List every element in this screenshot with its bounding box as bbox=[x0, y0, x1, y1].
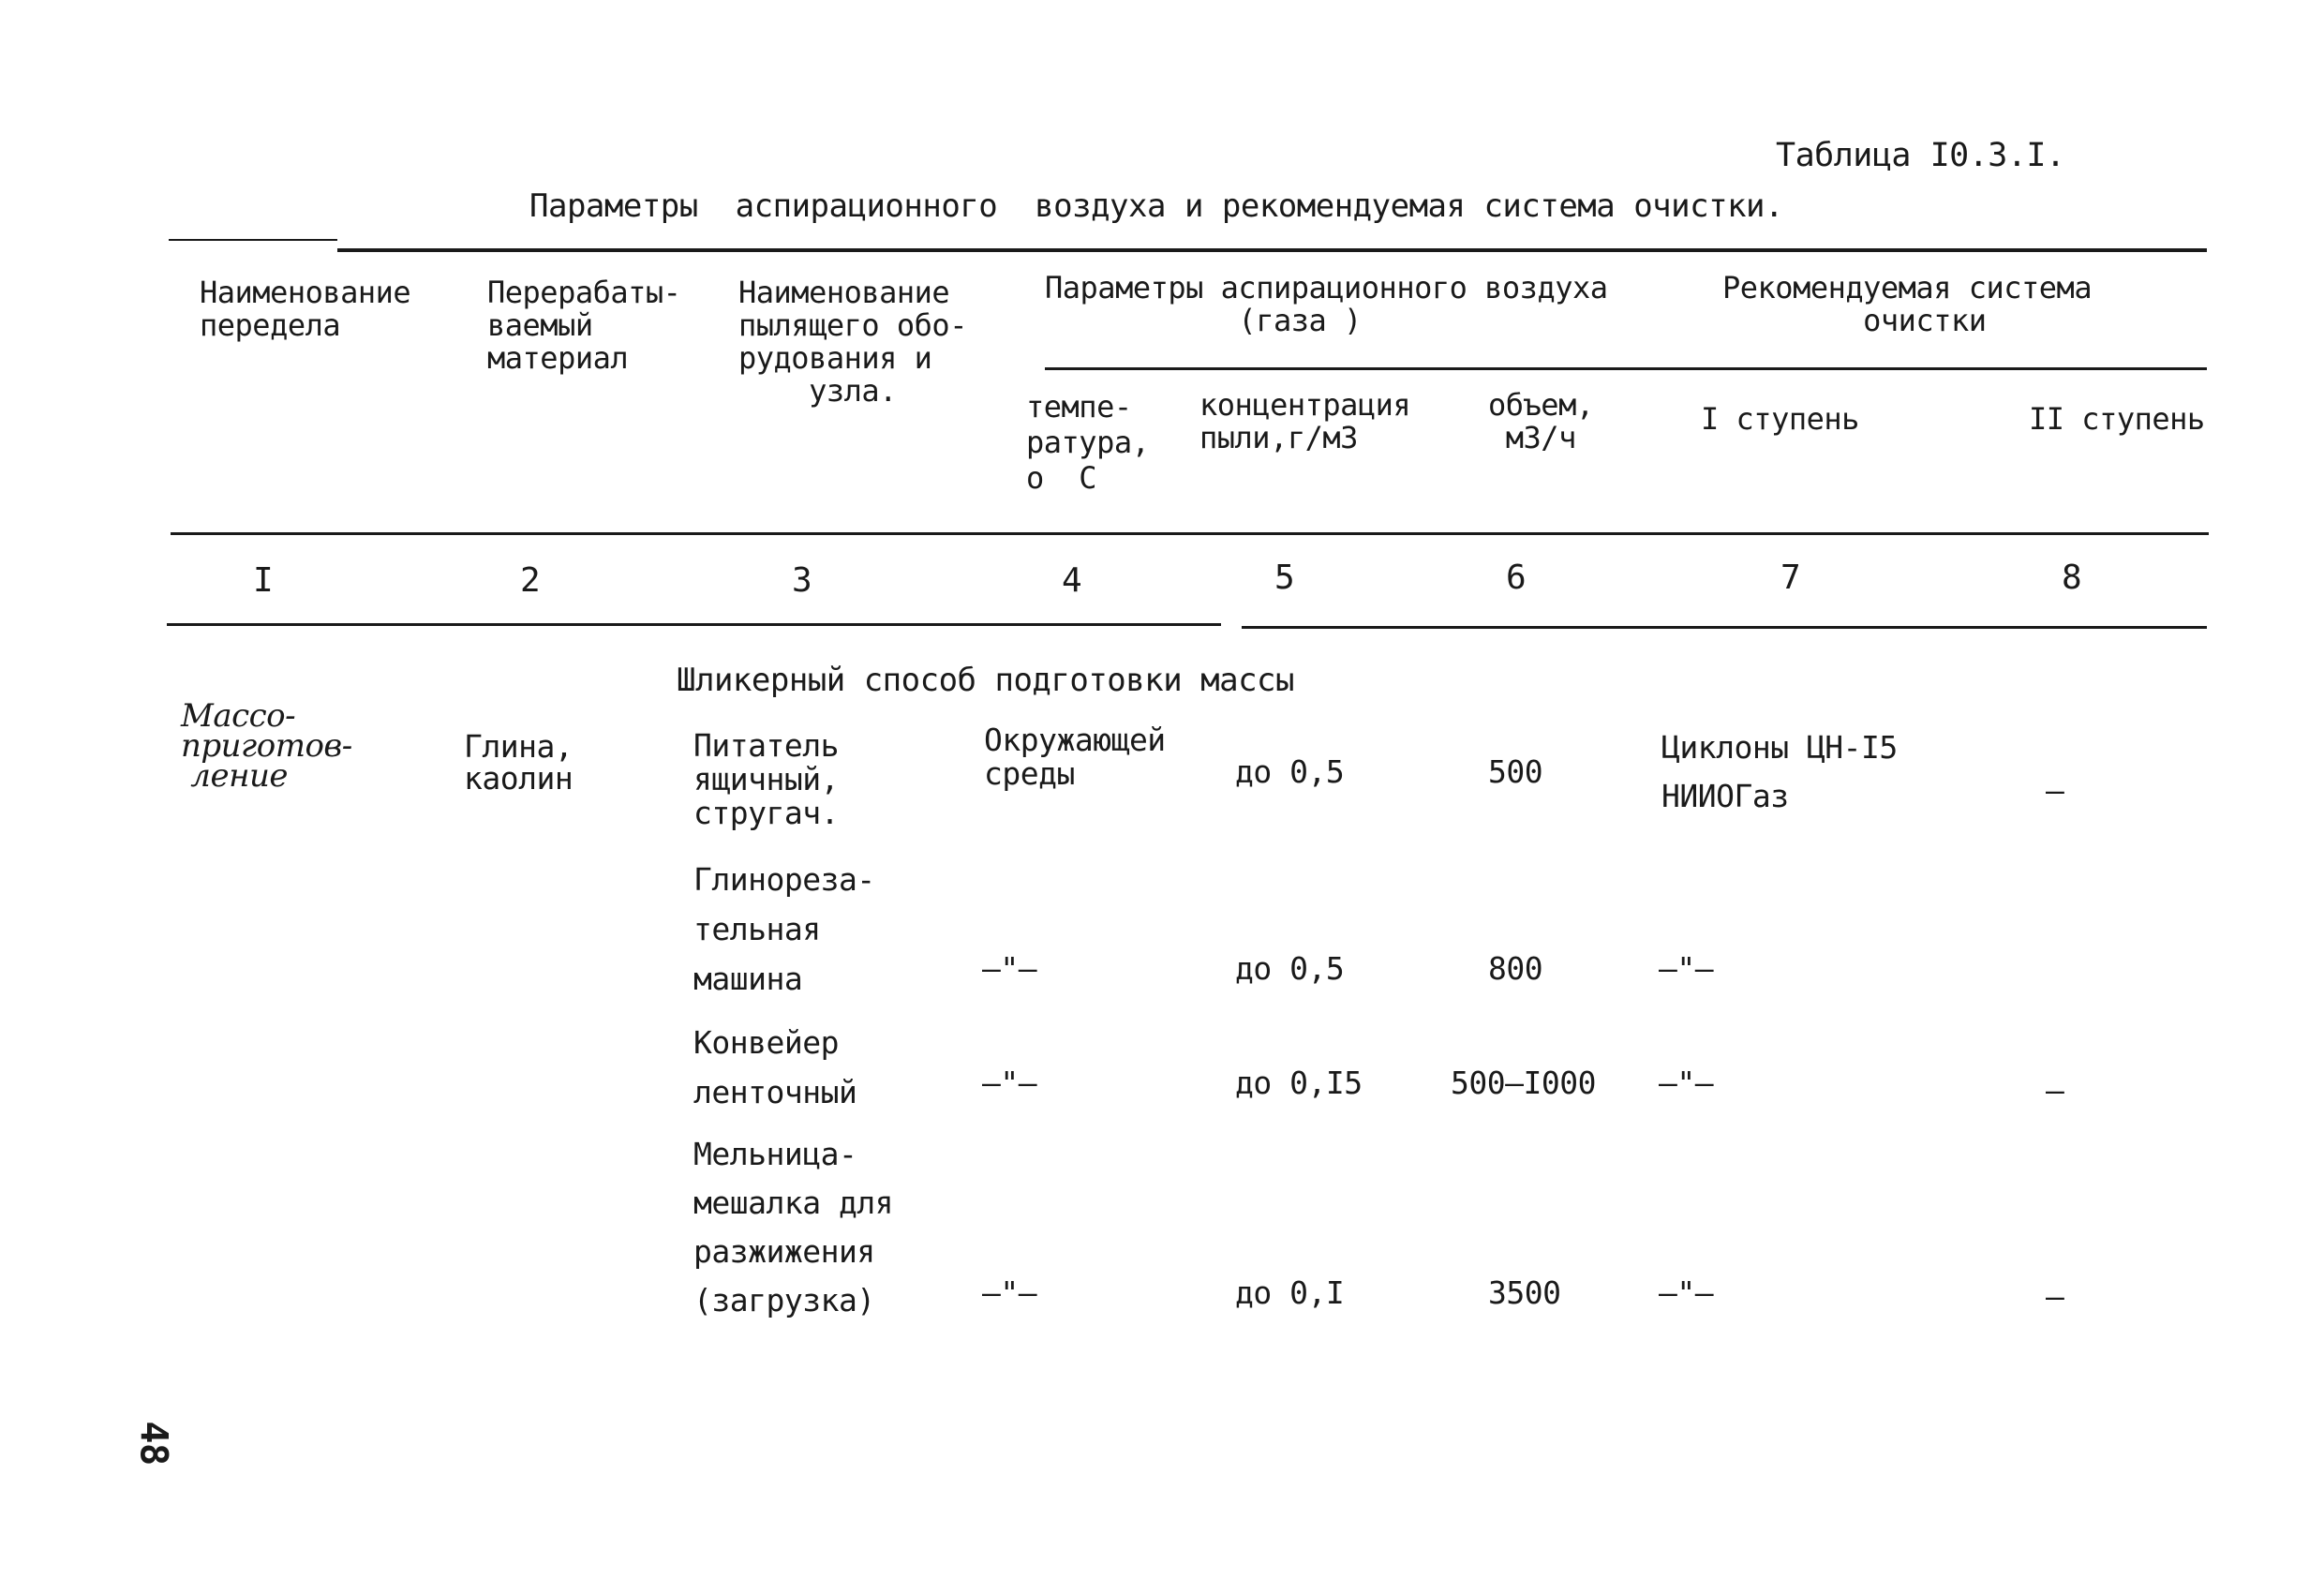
row-2-concentration: до 0,5 bbox=[1235, 950, 1345, 987]
rule-top bbox=[337, 248, 2207, 252]
row-2-temperature: –"– bbox=[982, 950, 1037, 987]
header-stage-2: II ступень bbox=[2029, 401, 2205, 437]
section-title: Шликерный способ подготовки массы bbox=[677, 662, 1295, 699]
row-1-stage-2: – bbox=[2046, 772, 2064, 809]
rule-numbers-bottom-right bbox=[1242, 626, 2207, 629]
header-material: Перерабаты- ваемый материал bbox=[487, 275, 681, 376]
row-4-concentration: до 0,I bbox=[1235, 1274, 1345, 1311]
rule-header-bottom bbox=[171, 532, 2209, 535]
column-number-6: 6 bbox=[1506, 559, 1527, 597]
row-1-temperature: Окружающей среды bbox=[984, 722, 1166, 792]
row-4-stage-1: –"– bbox=[1659, 1274, 1714, 1311]
row-4-temperature: –"– bbox=[982, 1274, 1037, 1311]
row-2-stage-1: –"– bbox=[1659, 950, 1714, 987]
row-4-equipment: Мельница- мешалка для разжижения (загрузка) bbox=[693, 1136, 894, 1318]
header-equipment: Наименование пылящего обо- рудования и узла. bbox=[738, 275, 967, 409]
column-number-8: 8 bbox=[2062, 559, 2082, 597]
rule-numbers-bottom-left bbox=[167, 623, 1221, 626]
header-volume: объем, м3/ч bbox=[1488, 387, 1594, 455]
table-title: Параметры аспирационного воздуха и рекомендуемая система очистки. bbox=[529, 187, 1783, 225]
row-1-concentration: до 0,5 bbox=[1235, 753, 1345, 790]
page-number: 48 bbox=[131, 1421, 175, 1466]
header-cleaning-system: Рекомендуемая система очистки bbox=[1722, 270, 2093, 338]
header-air-params: Параметры аспирационного воздуха (газа ) bbox=[1045, 270, 1608, 338]
row-1-volume: 500 bbox=[1488, 753, 1543, 790]
column-number-2: 2 bbox=[520, 561, 541, 600]
row-1-equipment: Питатель ящичный, стругач. bbox=[693, 727, 839, 831]
row-2-equipment: Глинореза- тельная машина bbox=[693, 861, 875, 997]
rule-subheader bbox=[1045, 367, 2207, 370]
row-4-stage-2: – bbox=[2046, 1278, 2064, 1315]
row-3-temperature: –"– bbox=[982, 1065, 1037, 1101]
row-3-concentration: до 0,I5 bbox=[1235, 1065, 1363, 1101]
row-3-volume: 500–I000 bbox=[1451, 1065, 1596, 1101]
material-name: Глина, каолин bbox=[464, 728, 574, 797]
column-number-4: 4 bbox=[1062, 561, 1082, 600]
row-2-volume: 800 bbox=[1488, 950, 1543, 987]
table-label: Таблица I0.3.I. bbox=[1776, 137, 2065, 174]
header-stage-1: I ступень bbox=[1701, 401, 1859, 437]
row-1-stage-1: Циклоны ЦН-I5 НИИОГаз bbox=[1661, 729, 1898, 814]
row-4-volume: 3500 bbox=[1488, 1274, 1561, 1311]
row-3-equipment: Конвейер ленточный bbox=[693, 1024, 857, 1110]
column-number-1: I bbox=[253, 561, 274, 600]
rule-top-left bbox=[169, 239, 337, 241]
column-number-3: 3 bbox=[792, 561, 812, 600]
header-process: Наименование передела bbox=[200, 275, 411, 343]
row-3-stage-1: –"– bbox=[1659, 1065, 1714, 1101]
row-3-stage-2: – bbox=[2046, 1072, 2064, 1109]
process-name: Массо- приготов- ление bbox=[181, 697, 352, 795]
column-number-5: 5 bbox=[1274, 559, 1295, 597]
column-number-7: 7 bbox=[1780, 559, 1801, 597]
header-temperature: темпе- ратура, o C bbox=[1026, 389, 1150, 496]
header-concentration: концентрация пыли,г/м3 bbox=[1199, 387, 1411, 455]
